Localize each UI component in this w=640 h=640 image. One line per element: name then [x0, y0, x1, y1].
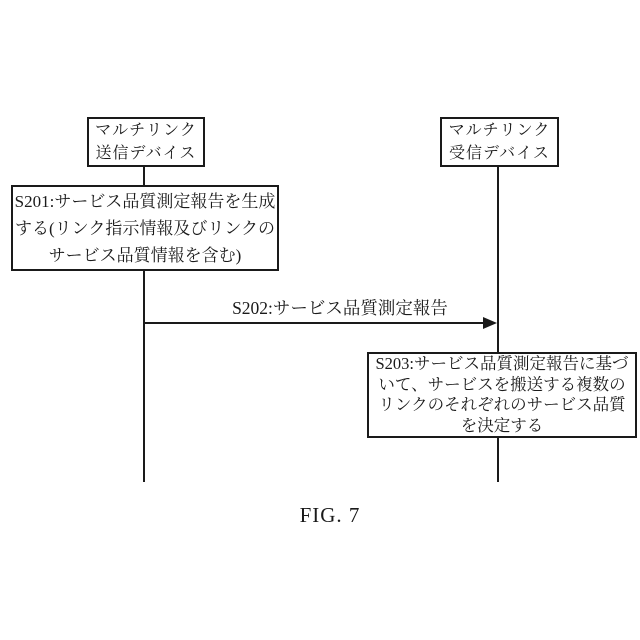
s201-text-line3: サービス品質情報を含む): [48, 245, 242, 265]
actor-receiver-label-line1: マルチリンク: [448, 122, 551, 139]
actor-box-sender: [87, 117, 205, 167]
s203-text-line4: を決定する: [460, 415, 544, 435]
actor-box-receiver: [440, 117, 559, 167]
message-arrow-head-icon: [483, 317, 497, 329]
message-label-s202: S202:サービス品質測定報告: [232, 298, 448, 318]
step-box-s203: [367, 352, 637, 438]
step-box-s201: [11, 185, 279, 271]
actor-sender-label-line2: 送信デバイス: [95, 145, 197, 162]
s203-text-line1: S203:サービス品質測定報告に基づ: [375, 354, 629, 373]
s201-text-line1: S201:サービス品質測定報告を生成: [14, 191, 276, 211]
s203-text-line3: リンクのそれぞれのサービス品質: [378, 395, 626, 414]
actor-sender-label-line1: マルチリンク: [95, 122, 197, 139]
actor-receiver-label-line2: 受信デバイス: [449, 145, 550, 162]
s203-text-line2: いて、サービスを搬送する複数の: [378, 374, 626, 394]
figure-caption: FIG. 7: [299, 503, 361, 527]
message-arrow-line: [145, 322, 485, 324]
s201-text-line2: する(リンク指示情報及びリンクの: [15, 218, 275, 238]
